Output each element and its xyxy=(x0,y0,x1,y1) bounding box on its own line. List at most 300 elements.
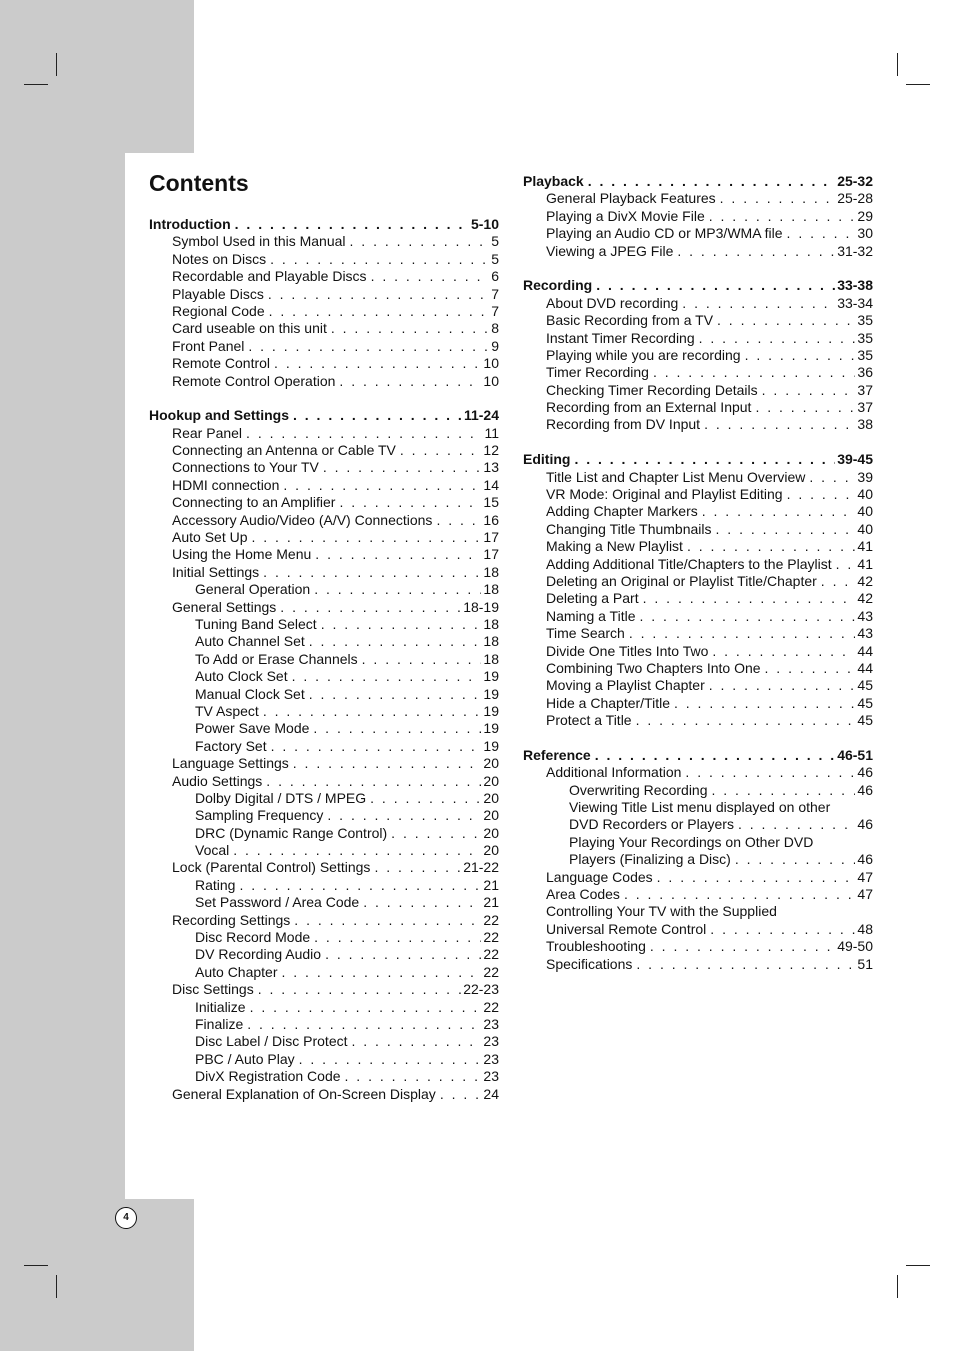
toc-entry[interactable] xyxy=(149,425,499,442)
toc-dot-leader xyxy=(293,755,482,772)
toc-entry-label: Overwriting Recording xyxy=(569,781,708,798)
toc-entry[interactable] xyxy=(149,703,499,720)
toc-entry[interactable] xyxy=(523,695,873,712)
toc-entry[interactable] xyxy=(149,686,499,703)
toc-entry-label: Basic Recording from a TV xyxy=(546,312,714,329)
toc-entry[interactable] xyxy=(149,1051,499,1068)
toc-entry-label: Making a New Playlist xyxy=(546,538,683,555)
toc-entry-label: PBC / Auto Play xyxy=(195,1050,295,1067)
toc-entry-page: 21-22 xyxy=(463,859,499,876)
toc-entry-page: 33-34 xyxy=(837,294,873,311)
toc-entry-label: Auto Chapter xyxy=(195,963,278,980)
toc-entry-label: Reference xyxy=(523,746,591,763)
toc-entry[interactable] xyxy=(149,320,499,337)
toc-entry[interactable] xyxy=(149,825,499,842)
toc-dot-leader xyxy=(588,173,835,190)
toc-entry-label: DV Recording Audio xyxy=(195,946,322,963)
toc-entry-label: General Operation xyxy=(195,581,311,598)
toc-entry[interactable] xyxy=(523,190,873,207)
crop-mark xyxy=(906,84,930,85)
toc-entry-label: DVD Recorders or Players xyxy=(569,816,734,833)
toc-entry[interactable] xyxy=(523,225,873,242)
toc-entry[interactable] xyxy=(523,364,873,381)
toc-dot-leader xyxy=(246,425,482,442)
toc-entry-page: 16 xyxy=(483,511,499,528)
toc-entry-label: Connections to Your TV xyxy=(172,459,319,476)
toc-entry-label: Playback xyxy=(523,173,584,189)
toc-section-heading[interactable] xyxy=(523,277,873,294)
toc-dot-leader xyxy=(314,581,481,598)
toc-entry[interactable] xyxy=(523,469,873,486)
toc-dot-leader xyxy=(595,747,835,764)
toc-entry-page: 23 xyxy=(483,1015,499,1032)
toc-entry-page: 17 xyxy=(483,529,499,546)
toc-entry[interactable] xyxy=(149,581,499,598)
toc-entry-page: 17 xyxy=(483,546,499,563)
toc-dot-leader xyxy=(258,981,461,998)
toc-entry-label: Viewing Title List menu displayed on other xyxy=(569,799,831,816)
toc-entry-label: Set Password / Area Code xyxy=(195,894,360,911)
toc-dot-leader xyxy=(327,807,481,824)
toc-entry[interactable] xyxy=(149,268,499,285)
toc-entry[interactable] xyxy=(523,243,873,260)
toc-entry[interactable] xyxy=(149,790,499,807)
toc-entry[interactable] xyxy=(149,251,499,268)
toc-entry[interactable] xyxy=(149,477,499,494)
page-number: 4 xyxy=(115,1207,137,1229)
toc-entry-page: 38 xyxy=(857,416,873,433)
toc-entry[interactable] xyxy=(523,330,873,347)
toc-dot-leader xyxy=(391,825,481,842)
toc-entry-page: 51 xyxy=(857,955,873,972)
toc-entry-label: Manual Clock Set xyxy=(195,685,305,702)
toc-entry[interactable] xyxy=(523,486,873,503)
toc-entry[interactable] xyxy=(149,773,499,790)
toc-entry[interactable] xyxy=(149,981,499,998)
toc-entry-label: Recordable and Playable Discs xyxy=(172,268,367,285)
toc-entry-page: 19 xyxy=(483,737,499,754)
toc-entry[interactable] xyxy=(149,842,499,859)
toc-entry-page: 19 xyxy=(483,720,499,737)
toc-entry[interactable] xyxy=(149,1068,499,1085)
toc-entry-page: 18 xyxy=(483,633,499,650)
crop-mark xyxy=(897,1275,898,1298)
toc-entry[interactable] xyxy=(523,886,873,903)
toc-entry-page: 15 xyxy=(483,494,499,511)
toc-dot-leader xyxy=(266,773,481,790)
toc-entry-page: 22 xyxy=(483,998,499,1015)
toc-dot-leader xyxy=(720,190,836,207)
toc-entry[interactable] xyxy=(149,616,499,633)
toc-entry-page: 21 xyxy=(483,894,499,911)
toc-entry-label: Deleting an Original or Playlist Title/Chapter xyxy=(546,572,817,589)
toc-entry-page: 43 xyxy=(857,607,873,624)
toc-entry[interactable] xyxy=(149,755,499,772)
toc-entry[interactable] xyxy=(149,338,499,355)
toc-entry[interactable] xyxy=(523,938,873,955)
toc-entry[interactable] xyxy=(523,556,873,573)
toc-entry-label: Accessory Audio/Video (A/V) Connections xyxy=(172,511,433,528)
toc-entry-page: 41 xyxy=(857,555,873,572)
toc-entry[interactable] xyxy=(523,382,873,399)
toc-entry-page: 21 xyxy=(483,876,499,893)
toc-entry-page: 46 xyxy=(857,851,873,868)
toc-entry-page: 5 xyxy=(491,250,499,267)
toc-dot-leader xyxy=(738,816,855,833)
toc-entry-label: Front Panel xyxy=(172,337,245,354)
toc-entry-label: Players (Finalizing a Disc) xyxy=(569,851,731,868)
toc-entry-label: Troubleshooting xyxy=(546,938,646,955)
toc-entry-label: Disc Record Mode xyxy=(195,929,311,946)
toc-entry-page: 41 xyxy=(857,538,873,555)
toc-entry[interactable] xyxy=(149,459,499,476)
toc-dot-leader xyxy=(650,938,835,955)
toc-entry-page: 18 xyxy=(483,615,499,632)
margin-band-left xyxy=(0,153,125,1199)
toc-entry-label: Hookup and Settings xyxy=(149,407,289,424)
toc-entry-page: 39 xyxy=(857,468,873,485)
toc-right-column xyxy=(523,173,873,973)
toc-entry-label: Rating xyxy=(195,876,236,893)
toc-entry-page: 11 xyxy=(484,424,499,441)
toc-entry[interactable] xyxy=(523,643,873,660)
toc-entry-page: 25-32 xyxy=(837,173,873,189)
toc-entry-label: Audio Settings xyxy=(172,772,263,789)
toc-entry[interactable] xyxy=(149,946,499,963)
section-gap xyxy=(523,730,873,747)
toc-dot-leader xyxy=(270,251,489,268)
toc-entry-label: Naming a Title xyxy=(546,607,636,624)
toc-entry-page: 44 xyxy=(857,642,873,659)
toc-dot-leader xyxy=(709,677,856,694)
toc-entry[interactable] xyxy=(149,1086,499,1103)
toc-entry-page: 40 xyxy=(857,503,873,520)
toc-entry-label: VR Mode: Original and Playlist Editing xyxy=(546,486,783,503)
toc-entry-page: 19 xyxy=(483,685,499,702)
toc-section-heading[interactable] xyxy=(149,407,499,424)
toc-entry-page: 35 xyxy=(857,329,873,346)
toc-dot-leader xyxy=(239,877,481,894)
toc-entry[interactable] xyxy=(149,529,499,546)
toc-entry-page: 20 xyxy=(483,789,499,806)
toc-entry[interactable] xyxy=(523,677,873,694)
toc-entry[interactable] xyxy=(523,590,873,607)
toc-dot-leader xyxy=(674,695,855,712)
toc-entry-label: Initialize xyxy=(195,998,246,1015)
toc-entry[interactable] xyxy=(149,303,499,320)
toc-entry[interactable] xyxy=(149,859,499,876)
toc-dot-leader xyxy=(299,1051,482,1068)
toc-entry[interactable] xyxy=(149,286,499,303)
toc-entry[interactable] xyxy=(149,442,499,459)
toc-entry-page: 36 xyxy=(857,364,873,381)
toc-entry-label: General Settings xyxy=(172,598,277,615)
toc-dot-leader xyxy=(362,651,482,668)
toc-entry-label: Auto Channel Set xyxy=(195,633,305,650)
toc-dot-leader xyxy=(787,225,856,242)
toc-entry[interactable] xyxy=(149,494,499,511)
toc-dot-leader xyxy=(685,764,855,781)
toc-entry[interactable] xyxy=(149,912,499,929)
toc-entry-label: Combining Two Chapters Into One xyxy=(546,659,761,676)
toc-entry-label: DRC (Dynamic Range Control) xyxy=(195,824,388,841)
toc-entry[interactable] xyxy=(149,929,499,946)
toc-entry-label: Disc Label / Disc Protect xyxy=(195,1033,348,1050)
toc-entry[interactable] xyxy=(523,625,873,642)
toc-entry-page: 45 xyxy=(857,677,873,694)
toc-entry-label: Dolby Digital / DTS / MPEG xyxy=(195,789,367,806)
toc-entry[interactable] xyxy=(523,660,873,677)
toc-entry-label: Card useable on this unit xyxy=(172,320,327,337)
toc-entry[interactable] xyxy=(523,903,873,920)
toc-entry-page: 6 xyxy=(491,268,499,285)
toc-entry-page: 7 xyxy=(491,302,499,319)
toc-entry[interactable] xyxy=(149,355,499,372)
toc-dot-leader xyxy=(309,633,482,650)
toc-dot-leader xyxy=(271,738,482,755)
toc-entry-label: Power Save Mode xyxy=(195,720,310,737)
toc-dot-leader xyxy=(765,660,856,677)
toc-entry[interactable] xyxy=(149,633,499,650)
toc-entry-label: Initial Settings xyxy=(172,563,260,580)
toc-entry-label: Rear Panel xyxy=(172,424,243,441)
toc-entry-page: 23 xyxy=(483,1050,499,1067)
toc-dot-leader xyxy=(248,338,489,355)
toc-entry[interactable] xyxy=(523,521,873,538)
toc-entry[interactable] xyxy=(149,738,499,755)
toc-dot-leader xyxy=(702,503,856,520)
toc-entry[interactable] xyxy=(149,877,499,894)
toc-entry-page: 12 xyxy=(483,442,499,459)
toc-entry[interactable] xyxy=(523,347,873,364)
toc-entry-label: Specifications xyxy=(546,955,633,972)
crop-mark xyxy=(24,84,48,85)
crop-mark xyxy=(56,53,57,76)
toc-entry-label: Finalize xyxy=(195,1015,244,1032)
toc-dot-leader xyxy=(352,1033,482,1050)
margin-band-top xyxy=(0,0,194,153)
toc-entry[interactable] xyxy=(149,720,499,737)
toc-entry[interactable] xyxy=(149,651,499,668)
toc-entry[interactable] xyxy=(149,373,499,390)
toc-entry-label: Remote Control Operation xyxy=(172,372,336,389)
toc-entry-page: 49-50 xyxy=(837,938,873,955)
toc-dot-leader xyxy=(325,946,481,963)
toc-entry-page: 22-23 xyxy=(463,981,499,998)
toc-entry-page: 29 xyxy=(857,207,873,224)
toc-entry[interactable] xyxy=(523,573,873,590)
toc-entry[interactable] xyxy=(149,1016,499,1033)
toc-entry[interactable] xyxy=(523,712,873,729)
toc-entry-page: 10 xyxy=(483,372,499,389)
toc-entry-label: Timer Recording xyxy=(546,364,649,381)
toc-dot-leader xyxy=(687,538,855,555)
toc-entry-label: Controlling Your TV with the Supplied xyxy=(546,903,777,920)
toc-dot-leader xyxy=(315,546,481,563)
toc-dot-leader xyxy=(699,330,856,347)
toc-entry-page: 33-38 xyxy=(837,277,873,294)
toc-entry-page: 42 xyxy=(857,572,873,589)
toc-dot-leader xyxy=(682,295,835,312)
toc-entry-page: 40 xyxy=(857,520,873,537)
toc-entry-page: 35 xyxy=(857,346,873,363)
toc-entry-page: 10 xyxy=(483,355,499,372)
toc-dot-leader xyxy=(314,929,481,946)
toc-entry-label: Playing a DivX Movie File xyxy=(546,207,705,224)
toc-entry-page: 18 xyxy=(483,581,499,598)
toc-entry[interactable] xyxy=(149,564,499,581)
toc-dot-leader xyxy=(370,790,481,807)
toc-dot-leader xyxy=(643,590,856,607)
toc-entry-page: 47 xyxy=(857,886,873,903)
toc-dot-leader xyxy=(735,851,856,868)
toc-dot-leader xyxy=(709,208,856,225)
toc-entry-page: 31-32 xyxy=(837,242,873,259)
toc-entry-page: 35 xyxy=(857,312,873,329)
toc-entry-page: 42 xyxy=(857,590,873,607)
toc-entry[interactable] xyxy=(149,999,499,1016)
toc-entry-label: Recording xyxy=(523,277,593,294)
toc-entry-label: Connecting to an Amplifier xyxy=(172,494,336,511)
toc-entry-page: 46-51 xyxy=(837,746,873,763)
toc-entry-page: 22 xyxy=(483,929,499,946)
toc-section-heading[interactable] xyxy=(523,451,873,468)
toc-dot-leader xyxy=(787,486,856,503)
toc-entry-label: General Explanation of On-Screen Display xyxy=(172,1085,436,1102)
toc-dot-leader xyxy=(636,712,856,729)
toc-dot-leader xyxy=(323,459,482,476)
section-gap xyxy=(523,260,873,277)
toc-dot-leader xyxy=(339,373,481,390)
toc-dot-leader xyxy=(624,886,855,903)
toc-entry-label: Adding Chapter Markers xyxy=(546,503,698,520)
toc-dot-leader xyxy=(282,964,482,981)
toc-entry-label: Lock (Parental Control) Settings xyxy=(172,859,371,876)
toc-entry-page: 40 xyxy=(857,486,873,503)
toc-entry-label: About DVD recording xyxy=(546,294,679,311)
toc-entry[interactable] xyxy=(149,512,499,529)
toc-entry-label: Playing Your Recordings on Other DVD xyxy=(569,833,814,850)
toc-dot-leader xyxy=(321,616,482,633)
toc-entry[interactable] xyxy=(523,851,873,868)
toc-entry-label: Universal Remote Control xyxy=(546,920,707,937)
toc-entry[interactable] xyxy=(523,956,873,973)
toc-entry-page: 44 xyxy=(857,659,873,676)
toc-entry-label: Tuning Band Select xyxy=(195,615,317,632)
toc-section-heading[interactable] xyxy=(523,173,873,190)
page-title: Contents xyxy=(149,170,249,196)
toc-dot-leader xyxy=(293,407,462,424)
toc-entry[interactable] xyxy=(523,608,873,625)
toc-entry[interactable] xyxy=(523,399,873,416)
toc-entry[interactable] xyxy=(523,416,873,433)
toc-entry[interactable] xyxy=(523,503,873,520)
toc-dot-leader xyxy=(350,233,490,250)
toc-entry-label: Changing Title Thumbnails xyxy=(546,520,712,537)
section-gap xyxy=(149,390,499,407)
toc-entry-page: 45 xyxy=(857,694,873,711)
toc-entry-page: 43 xyxy=(857,625,873,642)
toc-entry-page: 20 xyxy=(483,755,499,772)
toc-entry[interactable] xyxy=(149,233,499,250)
toc-entry[interactable] xyxy=(523,538,873,555)
toc-entry[interactable] xyxy=(149,807,499,824)
toc-entry-label: Divide One Titles Into Two xyxy=(546,642,709,659)
toc-entry-page: 18 xyxy=(483,563,499,580)
toc-entry-label: Moving a Playlist Chapter xyxy=(546,677,705,694)
toc-entry-page: 25-28 xyxy=(837,190,873,207)
toc-entry[interactable] xyxy=(523,764,873,781)
toc-entry-label: Factory Set xyxy=(195,737,267,754)
toc-entry[interactable] xyxy=(149,894,499,911)
toc-entry-label: Deleting a Part xyxy=(546,590,639,607)
toc-entry[interactable] xyxy=(523,816,873,833)
toc-dot-leader xyxy=(280,599,461,616)
toc-left-column xyxy=(149,216,499,1103)
toc-section-heading[interactable] xyxy=(523,747,873,764)
toc-entry-page: 22 xyxy=(483,946,499,963)
toc-section-heading[interactable] xyxy=(149,216,499,233)
toc-entry[interactable] xyxy=(523,921,873,938)
toc-entry-page: 39-45 xyxy=(837,451,873,468)
toc-dot-leader xyxy=(268,286,489,303)
crop-mark xyxy=(897,53,898,76)
toc-entry-label: Introduction xyxy=(149,216,231,232)
toc-entry[interactable] xyxy=(523,799,873,816)
toc-entry[interactable] xyxy=(523,208,873,225)
toc-entry[interactable] xyxy=(523,312,873,329)
toc-entry-page: 9 xyxy=(491,337,499,354)
toc-entry-label: Remote Control xyxy=(172,355,271,372)
toc-entry[interactable] xyxy=(523,295,873,312)
toc-dot-leader xyxy=(269,303,490,320)
toc-entry-page: 19 xyxy=(483,702,499,719)
toc-entry-label: Adding Additional Title/Chapters to the Playlist xyxy=(546,555,832,572)
crop-mark xyxy=(56,1275,57,1298)
toc-entry[interactable] xyxy=(149,546,499,563)
toc-entry-label: Additional Information xyxy=(546,764,682,781)
toc-entry[interactable] xyxy=(523,869,873,886)
toc-entry-page: 46 xyxy=(857,764,873,781)
toc-dot-leader xyxy=(363,894,481,911)
toc-entry-label: Recording from an External Input xyxy=(546,399,752,416)
toc-entry[interactable] xyxy=(523,834,873,851)
toc-dot-leader xyxy=(292,668,482,685)
toc-dot-leader xyxy=(263,564,481,581)
toc-entry-label: TV Aspect xyxy=(195,702,259,719)
toc-entry[interactable] xyxy=(523,782,873,799)
toc-entry[interactable] xyxy=(149,599,499,616)
toc-entry-label: Protect a Title xyxy=(546,712,632,729)
toc-dot-leader xyxy=(247,1016,481,1033)
toc-entry-label: Title List and Chapter List Menu Overview xyxy=(546,468,806,485)
toc-entry[interactable] xyxy=(149,1033,499,1050)
toc-entry[interactable] xyxy=(149,668,499,685)
toc-entry-page: 45 xyxy=(857,712,873,729)
toc-entry-page: 18-19 xyxy=(463,598,499,615)
toc-dot-leader xyxy=(331,320,489,337)
toc-entry-page: 37 xyxy=(857,399,873,416)
toc-entry-label: Playing an Audio CD or MP3/WMA file xyxy=(546,225,783,242)
toc-dot-leader xyxy=(657,869,856,886)
toc-dot-leader xyxy=(636,956,855,973)
toc-dot-leader xyxy=(836,556,856,573)
toc-entry-label: Symbol Used in this Manual xyxy=(172,233,346,250)
toc-dot-leader xyxy=(629,625,856,642)
crop-mark xyxy=(906,1265,930,1266)
toc-entry-page: 11-24 xyxy=(463,407,499,424)
toc-entry[interactable] xyxy=(149,964,499,981)
